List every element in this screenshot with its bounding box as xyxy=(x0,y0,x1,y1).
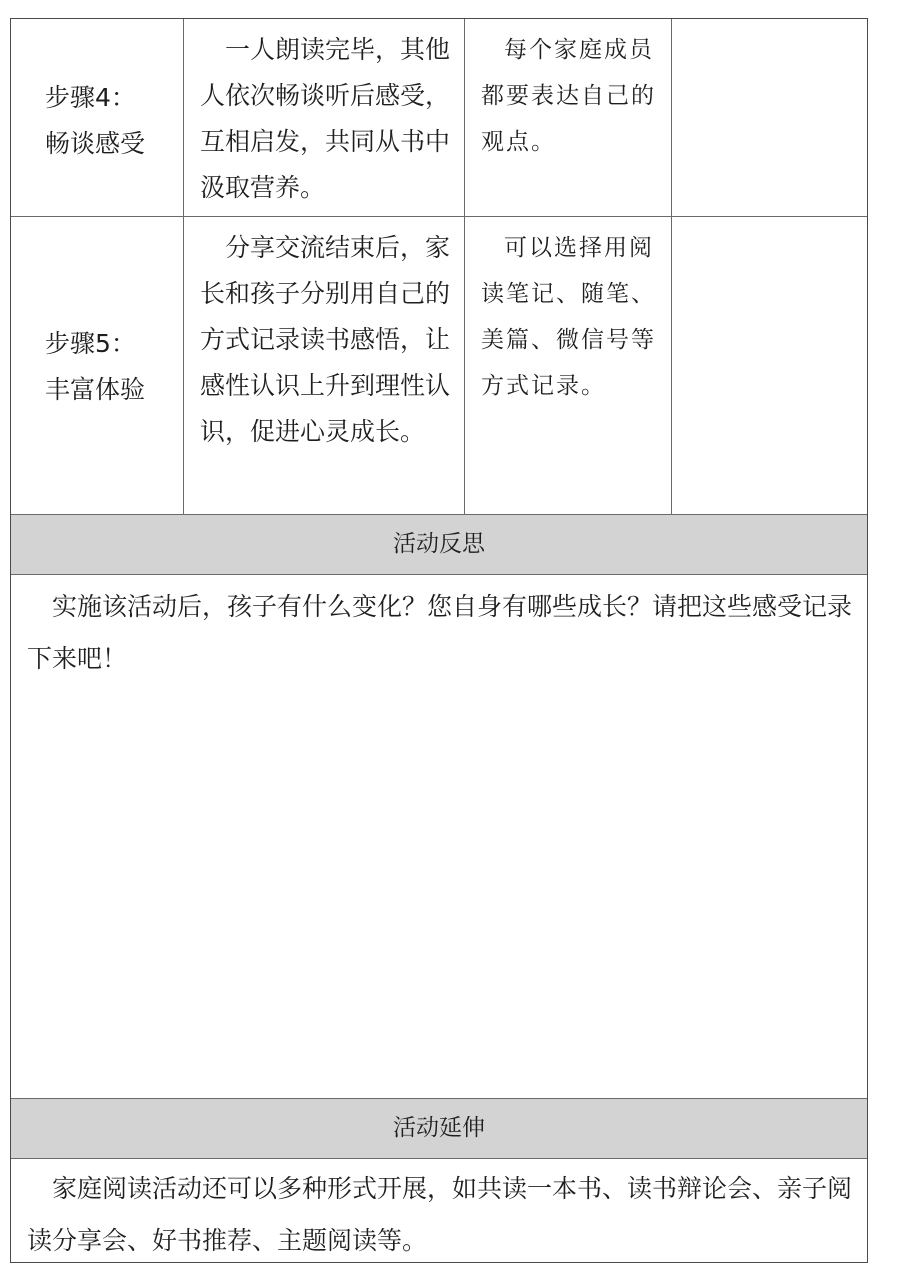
extra-cell xyxy=(672,19,869,216)
extension-title: 活动延伸 xyxy=(393,1115,485,1141)
description-cell xyxy=(184,19,465,216)
extension-text: 家庭阅读活动还可以多种形式开展，如共读一本书、读书辩论会、亲子阅读分享会、好书推荐、主题阅读等。 xyxy=(27,1174,853,1255)
extra-cell xyxy=(672,217,869,514)
step-name: 畅谈感受 xyxy=(45,129,146,158)
table-row xyxy=(11,217,867,515)
reflection-title: 活动反思 xyxy=(393,531,485,557)
step-note: 可以选择用阅读笔记、随笔、美篇、微信号等方式记录。 xyxy=(481,235,656,399)
note-cell xyxy=(465,19,672,216)
reflection-prompt: 实施该活动后，孩子有什么变化？您自身有哪些成长？请把这些感受记录下来吧！ xyxy=(27,592,853,673)
extension-header xyxy=(11,1099,867,1159)
step-number: 步骤4： xyxy=(45,83,136,112)
step-number: 步骤5： xyxy=(45,329,136,358)
activity-table xyxy=(10,18,868,1263)
table-row xyxy=(11,19,867,217)
description-cell xyxy=(184,217,465,514)
step-cell xyxy=(11,19,184,216)
step-name: 丰富体验 xyxy=(45,375,146,404)
step-cell xyxy=(11,217,184,514)
extension-body xyxy=(11,1159,867,1262)
step-description: 一人朗读完毕，其他人依次畅谈听后感受，互相启发，共同从书中汲取营养。 xyxy=(200,35,451,202)
reflection-header xyxy=(11,515,867,575)
note-cell xyxy=(465,217,672,514)
step-note: 每个家庭成员都要表达自己的观点。 xyxy=(481,37,656,155)
reflection-body xyxy=(11,575,867,1099)
step-description: 分享交流结束后，家长和孩子分别用自己的方式记录读书感悟，让感性认识上升到理性认识，促进心灵成长。 xyxy=(200,233,451,446)
